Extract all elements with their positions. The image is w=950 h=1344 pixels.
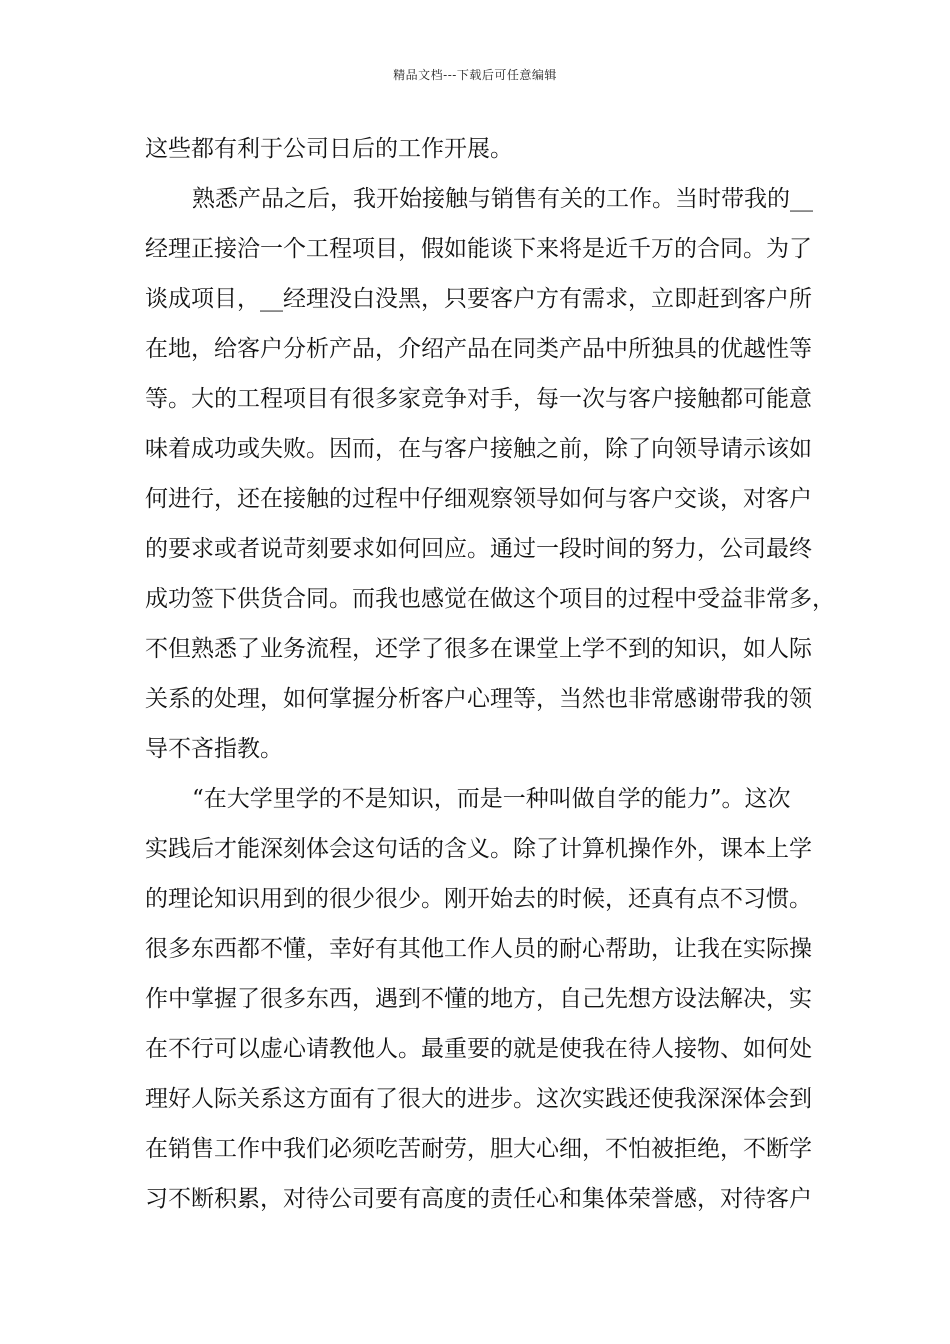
body-line: 的要求或者说苛刻要求如何回应。通过一段时间的努力，公司最终 <box>145 536 812 562</box>
body-line: 在地，给客户分析产品，介绍产品在同类产品中所独具的优越性等 <box>145 336 812 362</box>
body-line: 导不吝指教。 <box>145 736 283 762</box>
body-line: 谈成项目，__经理没白没黑，只要客户方有需求，立即赶到客户所 <box>145 286 812 312</box>
body-line: 习不断积累，对待公司要有高度的责任心和集体荣誉感，对待客户 <box>145 1186 812 1212</box>
body-line: 这些都有利于公司日后的工作开展。 <box>145 136 513 162</box>
body-line: 何进行，还在接触的过程中仔细观察领导如何与客户交谈，对客户 <box>145 486 812 512</box>
body-line: 作中掌握了很多东西，遇到不懂的地方，自己先想方设法解决，实 <box>145 986 812 1012</box>
body-line: 等。大的工程项目有很多家竞争对手，每一次与客户接触都可能意 <box>145 386 812 412</box>
body-line: 实践后才能深刻体会这句话的含义。除了计算机操作外，课本上学 <box>145 836 812 862</box>
body-line: 关系的处理，如何掌握分析客户心理等，当然也非常感谢带我的领 <box>145 686 812 712</box>
body-line: 在销售工作中我们必须吃苦耐劳，胆大心细，不怕被拒绝，不断学 <box>145 1136 812 1162</box>
paragraph-first-line: “在大学里学的不是知识，而是一种叫做自学的能力”。这次 <box>192 786 791 812</box>
body-line: 的理论知识用到的很少很少。刚开始去的时候，还真有点不习惯。 <box>145 886 812 912</box>
body-line: 在不行可以虚心请教他人。最重要的就是使我在待人接物、如何处 <box>145 1036 812 1062</box>
body-line: 经理正接洽一个工程项目，假如能谈下来将是近千万的合同。为了 <box>145 236 812 262</box>
body-line: 理好人际关系这方面有了很大的进步。这次实践还使我深深体会到 <box>145 1086 812 1112</box>
paragraph-first-line: 熟悉产品之后，我开始接触与销售有关的工作。当时带我的__ <box>192 186 813 212</box>
body-line: 很多东西都不懂，幸好有其他工作人员的耐心帮助，让我在实际操 <box>145 936 812 962</box>
body-line: 味着成功或失败。因而，在与客户接触之前，除了向领导请示该如 <box>145 436 812 462</box>
body-line: 不但熟悉了业务流程，还学了很多在课堂上学不到的知识，如人际 <box>145 636 812 662</box>
body-line: 成功签下供货合同。而我也感觉在做这个项目的过程中受益非常多， <box>145 586 835 612</box>
page-header: 精品文档---下载后可任意编辑 <box>393 68 557 82</box>
